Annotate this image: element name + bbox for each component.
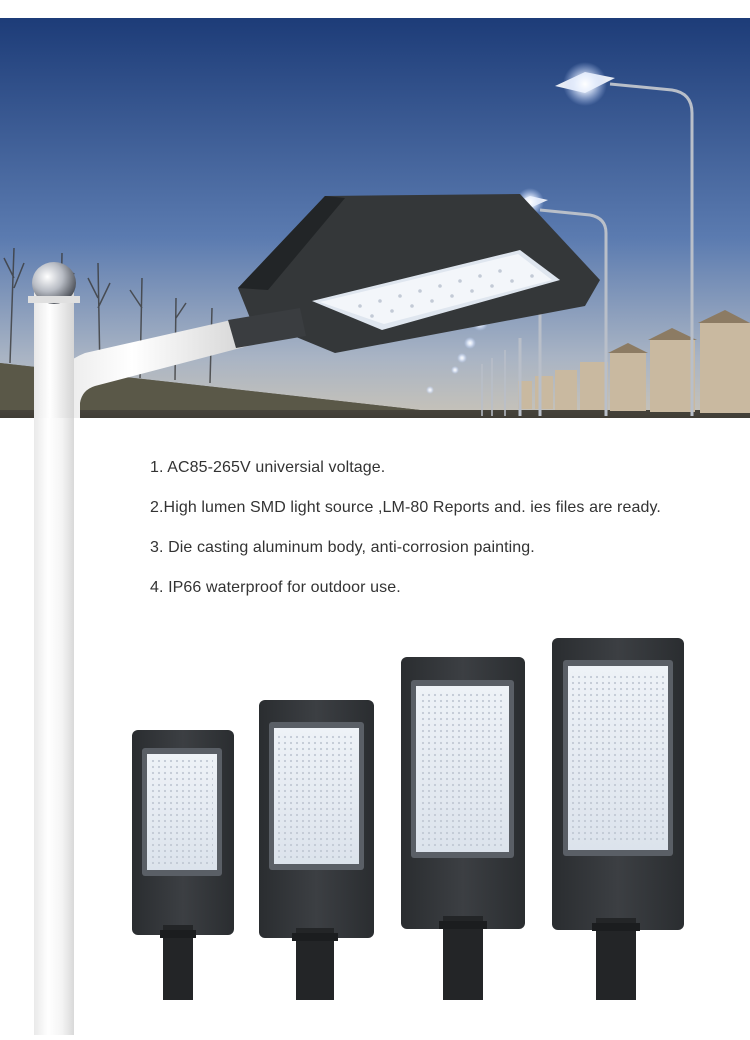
hero-street-scene xyxy=(0,18,750,418)
street-light-large xyxy=(401,657,525,1000)
feature-list xyxy=(150,458,661,618)
feature-item: 2.High lumen SMD light source ,LM-80 Reports and. ies files are ready. xyxy=(150,499,661,516)
feature-item: 1. AC85-265V universial voltage. xyxy=(150,459,386,476)
street-light-xlarge xyxy=(552,638,684,1000)
street-scene-image xyxy=(0,18,750,418)
feature-item: 4. IP66 waterproof for outdoor use. xyxy=(150,579,401,596)
feature-item: 3. Die casting aluminum body, anti-corrosion painting. xyxy=(150,539,535,556)
product-lineup xyxy=(0,620,750,1035)
street-light-small xyxy=(132,730,234,1000)
street-light-medium xyxy=(259,700,374,1000)
product-lineup-image xyxy=(0,620,750,1035)
